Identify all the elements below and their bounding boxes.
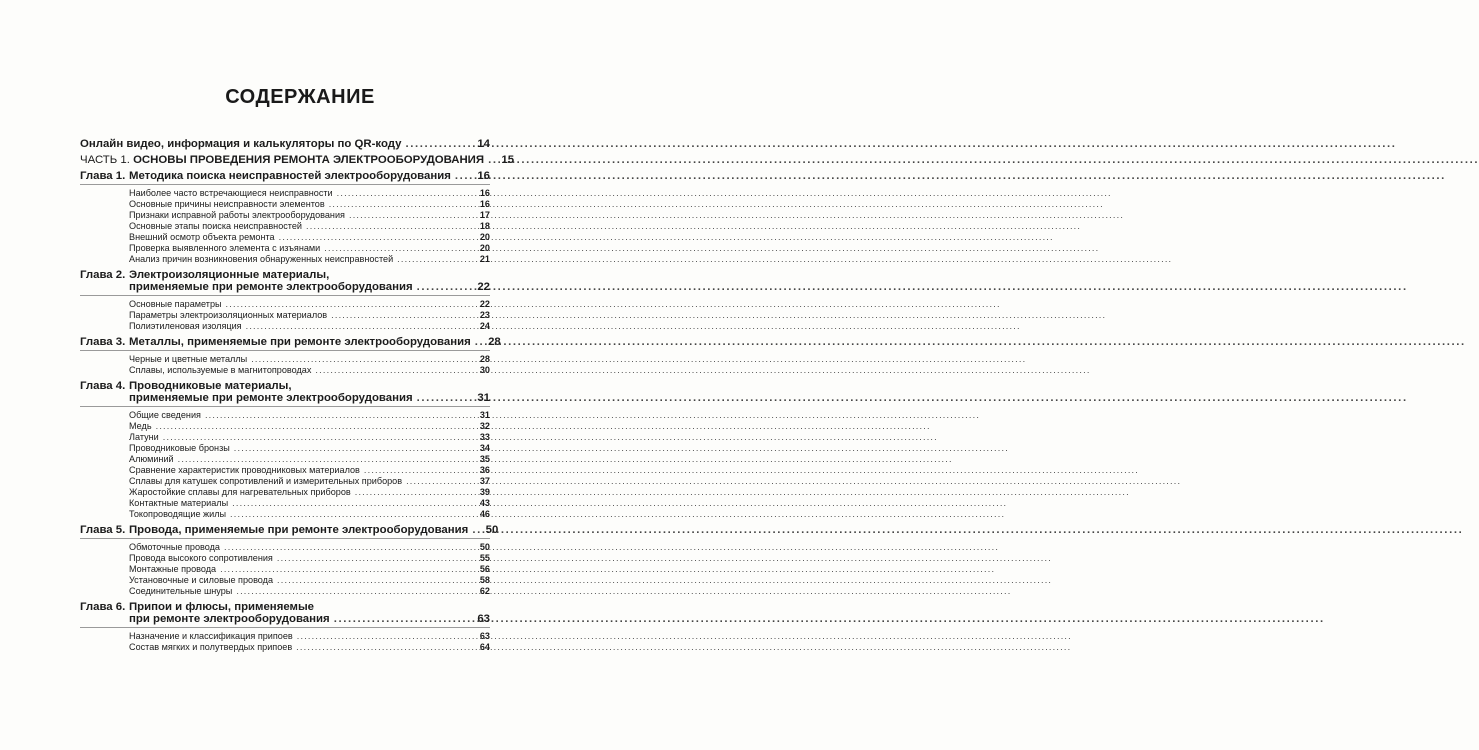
chapter-label: Глава 5. xyxy=(80,524,126,536)
dot-leader xyxy=(417,281,472,293)
chapter-title-line: Проводниковые материалы, xyxy=(129,380,292,392)
toc-page-number: 46 xyxy=(479,509,490,519)
toc-page-number: 34 xyxy=(479,443,490,453)
dot-leader xyxy=(397,254,472,265)
toc-page-number: 50 xyxy=(479,542,490,552)
toc-page-number: 20 xyxy=(479,232,490,242)
chapter-title-line: применяемые при ремонте электрооборудования xyxy=(129,281,413,293)
chapter-heading[interactable] xyxy=(80,524,499,536)
toc-subentry-text: Основные этапы поиска неисправностей xyxy=(129,221,302,231)
toc-subentry[interactable] xyxy=(80,365,490,376)
toc-subentry-text: Сплавы для катушек сопротивлений и измерительных приборов xyxy=(129,476,403,486)
chapter-6 xyxy=(80,601,490,653)
chapter-title-line: Провода, применяемые при ремонте электрооборудования xyxy=(129,524,469,536)
part-title: ОСНОВЫ ПРОВЕДЕНИЯ РЕМОНТА ЭЛЕКТРООБОРУДОВАНИЯ xyxy=(133,154,485,166)
chapter-divider xyxy=(80,406,490,407)
toc-page-number: 56 xyxy=(479,564,490,574)
toc-page-number: 55 xyxy=(479,553,490,563)
dot-leader xyxy=(224,542,472,553)
chapter-divider xyxy=(80,538,490,539)
toc-page-number: 22 xyxy=(479,299,490,309)
dot-leader xyxy=(178,454,472,465)
toc-entry-intro[interactable] xyxy=(80,138,490,150)
part-label: ЧАСТЬ 1. xyxy=(80,154,130,166)
toc-subentry[interactable] xyxy=(80,321,490,332)
toc-subentry[interactable] xyxy=(80,221,490,232)
toc-page-number: 31 xyxy=(477,392,490,404)
dot-leader xyxy=(406,476,472,487)
dot-leader xyxy=(296,642,472,653)
toc-subentry[interactable] xyxy=(80,498,490,509)
toc-subentry-text: Токопроводящие жилы xyxy=(129,509,227,519)
toc-page-number: 21 xyxy=(479,254,490,264)
toc-subentry[interactable] xyxy=(80,310,490,321)
chapter-3 xyxy=(80,336,501,376)
toc-subentry[interactable] xyxy=(80,432,490,443)
toc-subentry-text: Полиэтиленовая изоляция xyxy=(129,321,242,331)
dot-leader xyxy=(406,138,473,150)
toc-subentry-text: Наиболее часто встречающиеся неисправности xyxy=(129,188,333,198)
toc-subentry-text: Соединительные шнуры xyxy=(129,586,233,596)
chapter-heading[interactable] xyxy=(80,380,490,404)
chapter-4 xyxy=(80,380,490,520)
toc-subentry[interactable] xyxy=(80,188,490,199)
dot-leader xyxy=(349,210,472,221)
toc-subentry[interactable] xyxy=(80,210,490,221)
toc-subentry[interactable] xyxy=(80,254,490,265)
dot-leader xyxy=(220,564,472,575)
toc-subentry-text: Проводниковые бронзы xyxy=(129,443,230,453)
toc-entry-part[interactable] xyxy=(80,154,515,166)
toc-subentry-text: Провода высокого сопротивления xyxy=(129,553,273,563)
toc-subentry[interactable] xyxy=(80,575,490,586)
toc-subentry-text: Проверка выявленного элемента с изъянами xyxy=(129,243,321,253)
toc-subentry[interactable] xyxy=(80,542,490,553)
toc-page-number: 18 xyxy=(479,221,490,231)
dot-leader xyxy=(417,392,472,404)
chapter-label: Глава 6. xyxy=(80,601,126,613)
dot-leader xyxy=(315,365,472,376)
dot-leader xyxy=(364,465,472,476)
toc-subentry-text: Контактные материалы xyxy=(129,498,229,508)
toc-subentry-text: Основные причины неисправности элементов xyxy=(129,199,325,209)
dot-leader xyxy=(205,410,472,421)
toc-subentry-text: Алюминий xyxy=(129,454,174,464)
chapter-divider xyxy=(80,295,490,296)
toc-subentry[interactable] xyxy=(80,564,490,575)
chapter-1 xyxy=(80,170,490,265)
toc-subentry-text: Назначение и классификация припоев xyxy=(129,631,293,641)
toc-page-number: 24 xyxy=(479,321,490,331)
page-title: СОДЕРЖАНИЕ xyxy=(225,86,375,108)
chapter-label: Глава 2. xyxy=(80,269,126,281)
toc-subentry[interactable] xyxy=(80,421,490,432)
chapter-label: Глава 4. xyxy=(80,380,126,392)
toc-page-number: 33 xyxy=(479,432,490,442)
dot-leader xyxy=(324,243,472,254)
toc-subentry[interactable] xyxy=(80,354,490,365)
dot-leader xyxy=(334,613,472,625)
toc-subentry[interactable] xyxy=(80,232,490,243)
toc-page-number: 58 xyxy=(479,575,490,585)
toc-page-number: 36 xyxy=(479,465,490,475)
dot-leader xyxy=(279,232,472,243)
chapter-title-line: Методика поиска неисправностей электрооборудования xyxy=(129,170,451,182)
toc-page-number: 43 xyxy=(479,498,490,508)
toc-page-number: 16 xyxy=(477,170,490,182)
dot-leader xyxy=(234,443,472,454)
chapter-title-line: Металлы, применяемые при ремонте электрооборудования xyxy=(129,336,471,348)
toc-subentry[interactable] xyxy=(80,553,490,564)
chapter-divider xyxy=(80,350,490,351)
toc-subentry[interactable] xyxy=(80,199,490,210)
toc-subentry-text: Анализ причин возникновения обнаруженных неисправностей xyxy=(129,254,394,264)
toc-page-number: 32 xyxy=(479,421,490,431)
chapter-5 xyxy=(80,524,499,597)
toc-subentry-text: Медь xyxy=(129,421,152,431)
toc-page-number: 14 xyxy=(477,138,490,150)
toc-subentry-text: Признаки исправной работы электрооборудования xyxy=(129,210,345,220)
toc-page-number: 23 xyxy=(479,310,490,320)
toc-page-number: 16 xyxy=(479,188,490,198)
toc-subentry-text: Установочные и силовые провода xyxy=(129,575,274,585)
dot-leader xyxy=(230,509,472,520)
chapter-divider xyxy=(80,627,490,628)
dot-leader xyxy=(306,221,472,232)
dot-leader xyxy=(355,487,472,498)
toc-page-number: 63 xyxy=(477,613,490,625)
dot-leader xyxy=(472,524,480,536)
toc-page-number: 64 xyxy=(479,642,490,652)
toc-page-number: 35 xyxy=(479,454,490,464)
chapter-label: Глава 1. xyxy=(80,170,126,182)
toc-subentry[interactable] xyxy=(80,487,490,498)
toc-subentry[interactable] xyxy=(80,299,490,310)
toc-subentry-text: Жаростойкие сплавы для нагревательных приборов xyxy=(129,487,351,497)
chapter-heading[interactable] xyxy=(80,601,490,625)
dot-leader xyxy=(337,188,472,199)
toc-subentry[interactable] xyxy=(80,586,490,597)
dot-leader xyxy=(331,310,472,321)
toc-subentry[interactable] xyxy=(80,410,490,421)
chapter-title-line: при ремонте электрооборудования xyxy=(129,613,330,625)
chapter-label: Глава 3. xyxy=(80,336,126,348)
toc-subentry-text: Общие сведения xyxy=(129,410,201,420)
toc-subentry[interactable] xyxy=(80,476,490,487)
chapter-title-line: применяемые при ремонте электрооборудования xyxy=(129,392,413,404)
toc-entry-text xyxy=(80,154,484,166)
toc-subentry[interactable] xyxy=(80,642,490,653)
chapter-2 xyxy=(80,269,490,332)
page xyxy=(0,0,600,750)
dot-leader xyxy=(251,354,472,365)
chapter-list xyxy=(80,170,501,653)
chapter-title-line: Припои и флюсы, применяемые xyxy=(129,601,315,613)
toc-entry-text: Онлайн видео, информация и калькуляторы по QR-коду xyxy=(80,138,402,150)
toc-subentry-text: Параметры электроизоляционных материалов xyxy=(129,310,328,320)
toc-page-number: 17 xyxy=(479,210,490,220)
dot-leader xyxy=(163,432,472,443)
dot-leader xyxy=(488,154,496,166)
toc-subentry-text: Сравнение характеристик проводниковых материалов xyxy=(129,465,360,475)
dot-leader xyxy=(236,586,472,597)
toc-subentry-text: Черные и цветные металлы xyxy=(129,354,248,364)
toc-subentry[interactable] xyxy=(80,454,490,465)
dot-leader xyxy=(246,321,472,332)
chapter-heading[interactable] xyxy=(80,269,490,293)
chapter-title-line: Электроизоляционные материалы, xyxy=(129,269,330,281)
dot-leader xyxy=(329,199,472,210)
toc-page-number: 50 xyxy=(485,524,499,536)
dot-leader xyxy=(232,498,472,509)
toc-subentry-text: Состав мягких и полутвердых припоев xyxy=(129,642,293,652)
toc-page-number: 62 xyxy=(479,586,490,596)
chapter-divider xyxy=(80,184,490,185)
toc-subentry-text: Обмоточные провода xyxy=(129,542,220,552)
dot-leader xyxy=(475,336,483,348)
toc-page-number: 20 xyxy=(479,243,490,253)
toc-subentry-text: Латуни xyxy=(129,432,159,442)
chapter-heading[interactable] xyxy=(80,336,501,348)
dot-leader xyxy=(277,575,472,586)
toc-page-number: 63 xyxy=(479,631,490,641)
toc-page-number: 22 xyxy=(477,281,490,293)
dot-leader xyxy=(297,631,472,642)
toc-subentry[interactable] xyxy=(80,509,490,520)
table-of-contents xyxy=(80,138,515,653)
toc-page-number: 37 xyxy=(479,476,490,486)
toc-page-number: 16 xyxy=(479,199,490,209)
dot-leader xyxy=(455,170,472,182)
toc-subentry-text: Внешний осмотр объекта ремонта xyxy=(129,232,275,242)
toc-page-number: 31 xyxy=(479,410,490,420)
dot-leader xyxy=(156,421,472,432)
dot-leader xyxy=(277,553,472,564)
toc-subentry[interactable] xyxy=(80,465,490,476)
toc-page-number: 28 xyxy=(479,354,490,364)
toc-subentry[interactable] xyxy=(80,631,490,642)
chapter-heading[interactable] xyxy=(80,170,490,182)
toc-subentry[interactable] xyxy=(80,443,490,454)
toc-page-number: 30 xyxy=(479,365,490,375)
toc-page-number: 39 xyxy=(479,487,490,497)
toc-subentry-text: Основные параметры xyxy=(129,299,222,309)
toc-subentry-text: Монтажные провода xyxy=(129,564,217,574)
toc-subentry-text: Сплавы, используемые в магнитопроводах xyxy=(129,365,312,375)
toc-subentry[interactable] xyxy=(80,243,490,254)
toc-page-number: 15 xyxy=(501,154,515,166)
toc-page-number: 28 xyxy=(488,336,501,348)
dot-leader xyxy=(226,299,472,310)
